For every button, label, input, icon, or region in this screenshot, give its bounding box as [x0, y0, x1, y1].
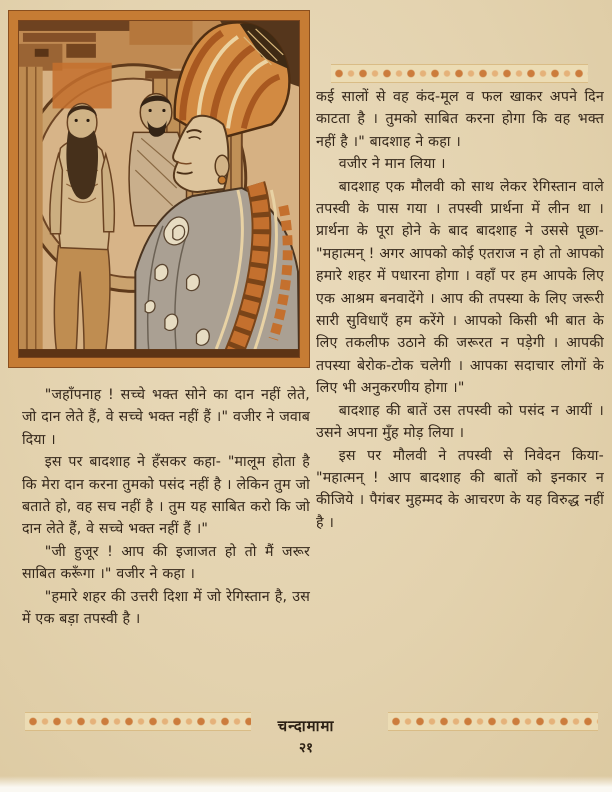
ornament-band-top — [331, 64, 588, 83]
paragraph: इस पर बादशाह ने हँसकर कहा- "मालूम होता है कि मेरा दान करना तुमको पसंद नहीं है । लेकिन तुम जो बताते हो, वह सच नहीं है । तुम यह साबित करो कि जो दान लेते हैं, वे सच्चे भक्त नहीं हैं ।" — [22, 454, 310, 538]
illustration-frame — [8, 10, 310, 368]
paragraph: इस पर मौलवी ने तपस्वी से निवेदन किया-"महात्मन् ! आप बादशाह की बातों को इनकार न कीजिये । पैगंबर मुहम्मद के आचरण के यह विरुद्ध नहीं है । — [316, 447, 604, 531]
paragraph: "जी हुजूर ! आप की इजाजत हो तो मैं जरूर साबित करूँगा ।" वजीर ने कहा । — [22, 543, 310, 583]
paragraph: बादशाह की बातें उस तपस्वी को पसंद न आयीं । उसने अपना मुँह मोड़ लिया । — [316, 402, 604, 442]
paragraph: "हमारे शहर की उत्तरी दिशा में जो रेगिस्तान है, उस में एक बड़ा तपस्वी है । — [22, 588, 310, 628]
page-number: २१ — [298, 740, 314, 756]
right-text-column — [316, 86, 604, 534]
wall-patch — [53, 63, 112, 109]
paragraph: "जहाँपनाह ! सच्चे भक्त सोने का दान नहीं लेते, जो दान लेते हैं, वे सच्चे भक्त नहीं हैं ।" वजीर ने जवाब दिया । — [22, 387, 310, 448]
earring — [218, 176, 226, 184]
paragraph: बादशाह एक मौलवी को साथ लेकर रेगिस्तान वाले तपस्वी के पास गया । तपस्वी प्रार्थना में लीन था । प्रार्थना के पूरा होने के बाद बादशाह ने उससे पूछा- "महात्मन् ! अगर आपको कोई एतराज न हो तो आपको हमारे शहर में पधारना होगा । वहाँ पर हम आपके लिए एक आश्रम बनवादेंगे । आप की तपस्या के लिए जरूरी सारी सुविधाएँ हम करेंगे । आपको किसी भी बात के लिए तकलीफ उठाने की जरूरत न पड़ेगी । आपकी तपस्या बेरोक-टोक चलेगी । आपका सदाचार लोगों के लिए भी अनुकरणीय होगा ।" — [316, 178, 604, 397]
left-pillar — [19, 67, 43, 357]
publication-title: चन्दामामा — [277, 717, 335, 735]
ground-strip — [19, 349, 299, 357]
story-illustration — [19, 21, 299, 357]
left-text-column — [22, 384, 310, 630]
king-ear — [215, 155, 229, 177]
paragraph: वजीर ने मान लिया । — [338, 156, 446, 173]
paragraph: कई सालों से वह कंद-मूल व फल खाकर अपने दिन काटता है । तुमको साबित करना होगा कि वह भक्त नहीं है ।" बादशाह ने कहा । — [316, 89, 604, 150]
